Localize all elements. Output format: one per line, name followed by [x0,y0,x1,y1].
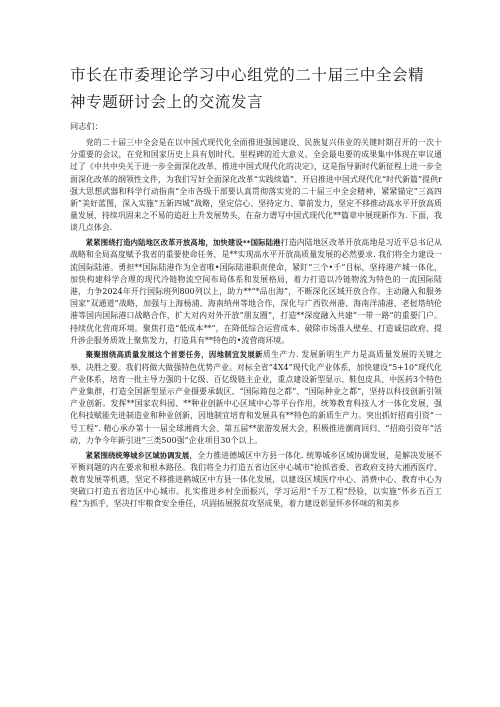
section-lead-2: 聚聚围绕高质量发展这个首要任务，因地制宜发展新 [85,350,263,360]
document-title [70,62,442,116]
salutation: 同志们： [70,121,103,131]
intro-paragraph: 党的二十届三中全会是在以中国式现代化全面推进强国建设、民族复兴伟业的关键时期召开的一次十分重要的会议，在党和国家历史上具有划时代、里程碑的近大意义。全会最电要的成果集中体现在审议通过了《中共中央关于进一步全面深化改革、推进中国式现代化的决定》，这是指导新时代新征程上进一步全面深化改革的纲领性文件，为我们写好全面深化改革“实践续篇”、开启推进中国式现代化“时代新篇”提供r强大思想武器和科学行动指南“全市各级干部要认真贯彻落实党的二十届三中全会精神，紧紧锚定“三高四新”美好蓝图，深入实施“五新四城”战略，坚定信心、坚持定力、靠前发力，坚定不移推动高水平开放高质量发展，持续巩固来之不易的追赶上升发展势头，在奋力谱写中国式现代化**篇章中展现新作为. 下面，我谈几点体会. [70,138,442,233]
section-lead-3: 紧紧围绕统筹城乡区域协调发展 [85,450,190,460]
title-line-2: 神专题研讨会上的交流发言 [70,93,264,111]
section-body-3: ，全力推进德城区中方县一体化. 统筹城乡区域协调发展，是解决发展不平衡问题的内在要求和根本路径。我们将全力打造五省边区中心城市“抢抓省委、省政府支持大湘西医疗、教育发展等机遇，坚定不移推进鹤城区中方县一体化发展，以建设区域医疗中心、消费中心、教育中心为突破口打造五省边区中心城市。扎实推进乡村全面振兴，学习运用“千万工程”经验，以实施“怀乡五百工程”为抓手，坚决打牢粮食安全垂任，巩固拓展脱贫攻坚成果，着力建设彰显怀乡怀味的和美乡 [70,450,442,509]
section-paragraph-2 [70,349,442,447]
section-lead-1: 紧紧围绕打造内陆地区改革开放高地，加快建设**国际陆港 [85,238,281,248]
title-line-1: 市长在市委理论学习中心组党的二十届三中全会精 [70,66,425,84]
section-paragraph-1 [70,237,442,347]
section-paragraph-3 [70,450,442,511]
section-body-2: 质生产力. 发展新明生产力是高质量发展的关键之举、决胜之要。我们将做大做强特色优势产业。对标全省“4X4”现代化产业体系，加快建设“5+10”现代化产业体系，培育一批主导力强的十亿级、百亿级链主企业，重点建设新型显示、鞋包皮具、中医药3个特色产业集群，打造全国新型显示产业摄要承载区、“国际箱包之都”、“国际种业之都”，坚持以科技创新引领产业创新。发挥**国家农科园、**种业创新中心区域中心等平台作用，统筹教育科技人才一体化发展，强化科技赋能先进制造业和种业创新，因地制宜培育和发展具有**特色的新质生产力。突出抓好招商引资“一号工程”. 精心承办第十一届全球湘商大会、第五届**旅游发展大会，积极推进潮商回归、“招商引资年”活动，力争今年新引进“三类500强”企业项目30个以上。 [70,350,442,445]
section-body-1: 打造内陆地区改革开放高地是习近平总书记从战略和全局高度赋予我省的重要使命任务，是**实现高水平开放高质量发展的必然要求. 我们将全力建设一流国际陆港。勇担**国际陆港作为全省唯•国际陆港职责使命，紧盯“三个•千”目标，坚持港产城一体化，加快构建科学合理的现代冷链物流空间布局体系和发展格局，着力打造以冷链物流为特色的一流国际陆港，力争2024年开行国际班列800列以上，助力**“*品出海”，不断深化区域开放合作。主动融入和服务国家“双通道”战略，加强与上海杨浦、海南纳州等地合作，深化与广西钦州港、海南洋浦港、老挝塔纳伦港等国内国际港口战略合作，扩大对内对外开放“朋友圈”，打造**深度融入共建“一带一路”的重要门户。持续优化营商环境。聚焦打造“低成本**”，在降低综合运营成本、破除市场准入壁垒、打造诚信政府、提升涉企服务质效上聚焦发力，打造具有**特色的•流营商环境。 [70,238,442,345]
